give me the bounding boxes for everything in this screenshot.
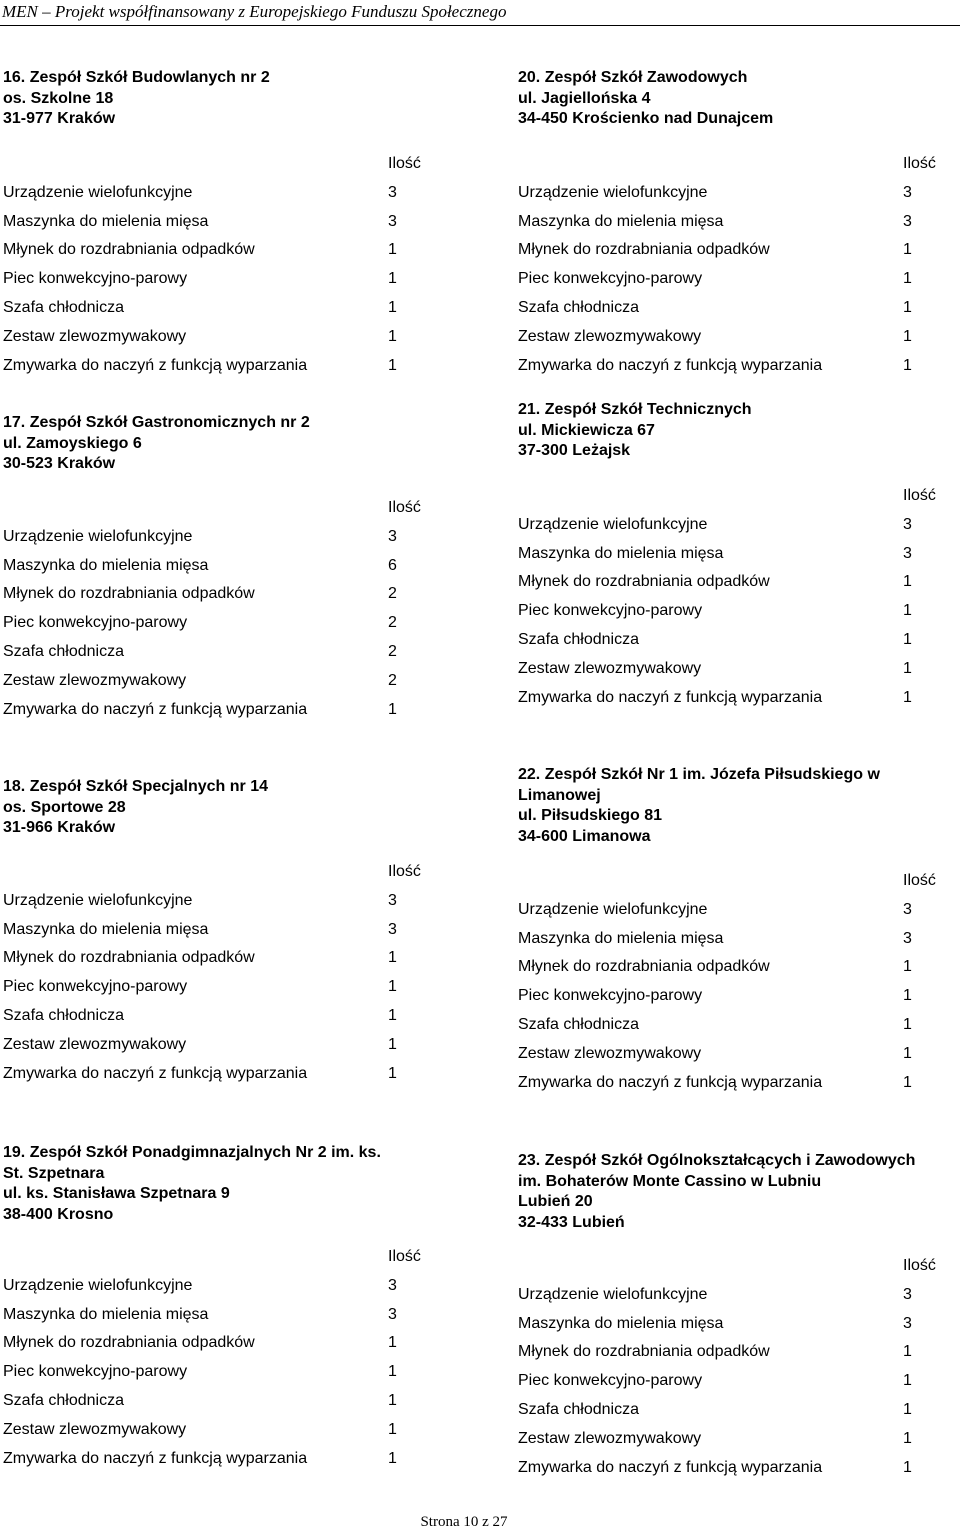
table-header-row — [3, 494, 421, 523]
item-name: Zmywarka do naczyń z funkcją wyparzania — [518, 688, 823, 706]
table-header-row — [3, 1243, 421, 1272]
item-qty: 1 — [903, 659, 912, 677]
item-name: Zestaw zlewozmywakowy — [518, 327, 702, 345]
item-name: Maszynka do mielenia mięsa — [3, 920, 209, 938]
item-qty: 1 — [903, 1458, 912, 1476]
item-name: Szafa chłodnicza — [3, 1006, 124, 1024]
school-name-line: im. Bohaterów Monte Cassino w Lubniu — [518, 1172, 822, 1190]
item-qty: 1 — [388, 1064, 397, 1082]
equipment-table — [518, 482, 936, 712]
table-row — [3, 580, 421, 609]
item-column-header — [3, 858, 388, 887]
item-qty: 1 — [903, 630, 912, 648]
street-address: ul. Piłsudskiego 81 — [518, 807, 663, 824]
table-row — [3, 1387, 421, 1416]
table-row — [3, 323, 421, 352]
street-address: ul. ks. Stanisława Szpetnara 9 — [3, 1185, 230, 1202]
table-row — [518, 896, 936, 925]
table-row — [3, 552, 421, 581]
item-name: Młynek do rozdrabniania odpadków — [518, 241, 770, 259]
school-name — [3, 1143, 448, 1184]
item-column-header — [3, 1243, 388, 1272]
table-row — [3, 696, 421, 725]
item-name: Zestaw zlewozmywakowy — [3, 671, 187, 689]
table-row — [3, 1445, 421, 1474]
table-row — [518, 179, 936, 208]
item-name: Młynek do rozdrabniania odpadków — [518, 1343, 770, 1361]
table-row — [518, 655, 936, 684]
item-qty: 3 — [903, 515, 912, 533]
table-row — [518, 568, 936, 597]
table-row — [518, 1281, 936, 1310]
item-name: Maszynka do mielenia mięsa — [518, 212, 724, 230]
school-name — [3, 68, 448, 89]
item-name: Zmywarka do naczyń z funkcją wyparzania — [518, 356, 823, 374]
table-row — [518, 626, 936, 655]
item-qty: 3 — [388, 183, 397, 201]
item-qty: 1 — [388, 700, 397, 718]
table-row — [518, 208, 936, 237]
item-name: Maszynka do mielenia mięsa — [518, 1314, 724, 1332]
item-name: Szafa chłodnicza — [3, 298, 124, 316]
item-qty: 3 — [388, 1276, 397, 1294]
page-header: MEN – Projekt współfinansowany z Europejskiego Funduszu Społecznego — [0, 0, 960, 26]
item-name: Młynek do rozdrabniania odpadków — [3, 949, 255, 967]
postal-city: 34-450 Krościenko nad Dunajcem — [518, 110, 774, 127]
table-header-row — [3, 858, 421, 887]
table-row — [3, 208, 421, 237]
qty-column-header: Ilość — [903, 155, 936, 172]
table-header-row — [518, 150, 936, 179]
item-name: Urządzenie wielofunkcyjne — [3, 183, 193, 201]
table-row — [3, 638, 421, 667]
table-row — [518, 236, 936, 265]
table-row — [3, 265, 421, 294]
qty-column-header: Ilość — [903, 1257, 936, 1274]
item-qty: 1 — [903, 241, 912, 259]
street-address: os. Sportowe 28 — [3, 798, 126, 816]
item-name: Maszynka do mielenia mięsa — [3, 1305, 209, 1323]
qty-column-header: Ilość — [388, 155, 421, 172]
item-qty: 3 — [388, 1305, 397, 1323]
table-row — [518, 265, 936, 294]
item-name: Piec konwekcyjno-parowy — [3, 1363, 188, 1381]
item-name: Zmywarka do naczyń z funkcją wyparzania — [3, 1064, 308, 1082]
street-address: Lubień 20 — [518, 1193, 593, 1210]
school-name-line: 22. Zespół Szkół Nr 1 im. Józefa Piłsudskiego w — [518, 766, 880, 783]
street-address: ul. Zamoyskiego 6 — [3, 434, 142, 452]
item-qty: 1 — [903, 688, 912, 706]
item-qty: 1 — [388, 241, 397, 259]
table-row — [518, 982, 936, 1011]
school-block — [3, 777, 448, 839]
item-qty: 1 — [388, 1334, 397, 1352]
qty-column-header: Ilość — [388, 499, 421, 516]
item-name: Urządzenie wielofunkcyjne — [3, 527, 193, 545]
item-qty: 1 — [388, 978, 397, 996]
item-qty: 1 — [903, 270, 912, 288]
table-header-row — [518, 482, 936, 511]
item-qty: 1 — [388, 1391, 397, 1409]
item-name: Młynek do rozdrabniania odpadków — [518, 958, 770, 976]
table-row — [518, 1338, 936, 1367]
school-block — [518, 765, 960, 847]
page-footer — [0, 1514, 960, 1531]
table-row — [518, 597, 936, 626]
table-row — [3, 1002, 421, 1031]
table-row — [3, 609, 421, 638]
table-row — [3, 916, 421, 945]
item-name: Urządzenie wielofunkcyjne — [518, 515, 708, 533]
postal-city: 31-977 Kraków — [3, 110, 116, 127]
school-block — [518, 400, 960, 462]
postal-city: 38-400 Krosno — [3, 1205, 114, 1223]
item-name: Młynek do rozdrabniania odpadków — [518, 573, 770, 591]
item-name: Piec konwekcyjno-parowy — [518, 270, 703, 288]
item-qty: 1 — [388, 1006, 397, 1024]
school-name — [518, 400, 960, 421]
item-qty: 1 — [388, 1420, 397, 1438]
table-row — [3, 1301, 421, 1330]
item-name: Szafa chłodnicza — [518, 1400, 639, 1418]
school-name-line: 21. Zespół Szkół Technicznych — [518, 401, 752, 418]
item-name: Zestaw zlewozmywakowy — [3, 1035, 187, 1053]
item-name: Szafa chłodnicza — [518, 1015, 639, 1033]
item-column-header — [518, 482, 903, 511]
item-name: Zmywarka do naczyń z funkcją wyparzania — [518, 1073, 823, 1091]
item-qty: 1 — [903, 1400, 912, 1418]
table-row — [518, 1069, 936, 1098]
table-header-row — [518, 1252, 936, 1281]
table-row — [3, 667, 421, 696]
school-block — [3, 413, 448, 475]
equipment-table — [518, 150, 936, 380]
table-row — [518, 352, 936, 381]
qty-column-header: Ilość — [903, 487, 936, 504]
street-address: ul. Mickiewicza 67 — [518, 421, 655, 439]
item-qty: 3 — [903, 183, 912, 201]
item-qty: 2 — [388, 585, 397, 603]
item-name: Zestaw zlewozmywakowy — [518, 659, 702, 677]
item-name: Maszynka do mielenia mięsa — [518, 544, 724, 562]
item-name: Zestaw zlewozmywakowy — [518, 1429, 702, 1447]
table-row — [518, 953, 936, 982]
item-name: Piec konwekcyjno-parowy — [3, 270, 188, 288]
table-row — [3, 294, 421, 323]
item-qty: 3 — [388, 527, 397, 545]
item-column-header — [518, 150, 903, 179]
equipment-table — [3, 1243, 421, 1473]
item-name: Urządzenie wielofunkcyjne — [3, 1276, 193, 1294]
item-name: Zestaw zlewozmywakowy — [3, 1420, 187, 1438]
table-row — [3, 179, 421, 208]
table-row — [3, 1031, 421, 1060]
item-column-header — [3, 150, 388, 179]
item-qty: 1 — [903, 1343, 912, 1361]
item-qty: 1 — [903, 602, 912, 620]
item-qty: 1 — [903, 356, 912, 374]
school-block — [518, 68, 960, 130]
table-row — [3, 236, 421, 265]
item-qty: 1 — [903, 958, 912, 976]
item-qty: 3 — [903, 1285, 912, 1303]
table-row — [518, 1040, 936, 1069]
item-name: Urządzenie wielofunkcyjne — [518, 900, 708, 918]
table-row — [518, 323, 936, 352]
item-name: Szafa chłodnicza — [3, 642, 124, 660]
qty-column-header: Ilość — [388, 1248, 421, 1265]
item-column-header — [518, 1252, 903, 1281]
item-qty: 3 — [903, 1314, 912, 1332]
item-name: Piec konwekcyjno-parowy — [3, 978, 188, 996]
item-name: Zestaw zlewozmywakowy — [518, 1044, 702, 1062]
table-row — [3, 1416, 421, 1445]
qty-column-header: Ilość — [388, 863, 421, 880]
postal-city: 30-523 Kraków — [3, 455, 116, 472]
item-name: Młynek do rozdrabniania odpadków — [3, 585, 255, 603]
item-qty: 3 — [903, 544, 912, 562]
school-block — [518, 1151, 960, 1233]
item-name: Młynek do rozdrabniania odpadków — [3, 241, 255, 259]
table-row — [3, 1272, 421, 1301]
table-row — [518, 684, 936, 713]
school-name-line: 16. Zespół Szkół Budowlanych nr 2 — [3, 69, 270, 86]
table-row — [518, 1454, 936, 1483]
table-header-row — [518, 867, 936, 896]
item-qty: 1 — [388, 949, 397, 967]
qty-column-header: Ilość — [903, 872, 936, 889]
item-name: Zestaw zlewozmywakowy — [3, 327, 187, 345]
table-row — [3, 944, 421, 973]
item-name: Maszynka do mielenia mięsa — [3, 556, 209, 574]
equipment-table — [518, 867, 936, 1097]
table-row — [518, 1367, 936, 1396]
item-name: Urządzenie wielofunkcyjne — [3, 891, 193, 909]
item-qty: 3 — [388, 891, 397, 909]
item-name: Maszynka do mielenia mięsa — [3, 212, 209, 230]
item-qty: 1 — [388, 327, 397, 345]
equipment-table — [3, 858, 421, 1088]
item-qty: 2 — [388, 642, 397, 660]
item-qty: 1 — [388, 1035, 397, 1053]
school-name — [3, 777, 448, 798]
item-qty: 2 — [388, 614, 397, 632]
item-qty: 1 — [903, 1044, 912, 1062]
item-column-header — [3, 494, 388, 523]
item-qty: 1 — [388, 270, 397, 288]
item-name: Młynek do rozdrabniania odpadków — [3, 1334, 255, 1352]
table-row — [518, 1011, 936, 1040]
equipment-table — [3, 150, 421, 380]
item-qty: 1 — [903, 573, 912, 591]
table-row — [3, 887, 421, 916]
school-name-line: St. Szpetnara — [3, 1164, 105, 1182]
table-row — [518, 511, 936, 540]
item-qty: 1 — [388, 1449, 397, 1467]
table-row — [3, 523, 421, 552]
item-qty: 1 — [388, 298, 397, 316]
item-qty: 3 — [388, 212, 397, 230]
item-name: Zmywarka do naczyń z funkcją wyparzania — [3, 1449, 308, 1467]
item-name: Zmywarka do naczyń z funkcją wyparzania — [518, 1458, 823, 1476]
item-name: Szafa chłodnicza — [518, 298, 639, 316]
item-name: Piec konwekcyjno-parowy — [518, 1372, 703, 1390]
item-column-header — [518, 867, 903, 896]
item-name: Piec konwekcyjno-parowy — [518, 987, 703, 1005]
school-name-line: 19. Zespół Szkół Ponadgimnazjalnych Nr 2 im. ks. — [3, 1144, 381, 1161]
table-row — [3, 1329, 421, 1358]
table-row — [518, 294, 936, 323]
item-qty: 1 — [388, 1363, 397, 1381]
item-name: Piec konwekcyjno-parowy — [3, 614, 188, 632]
item-name: Szafa chłodnicza — [518, 630, 639, 648]
table-row — [518, 925, 936, 954]
item-name: Urządzenie wielofunkcyjne — [518, 183, 708, 201]
postal-city: 37-300 Leżajsk — [518, 442, 631, 459]
item-name: Piec konwekcyjno-parowy — [518, 602, 703, 620]
equipment-table — [3, 494, 421, 724]
item-qty: 1 — [903, 1429, 912, 1447]
table-row — [3, 352, 421, 381]
item-qty: 1 — [903, 298, 912, 316]
table-row — [3, 973, 421, 1002]
item-name: Maszynka do mielenia mięsa — [518, 929, 724, 947]
school-name-line: Limanowej — [518, 786, 601, 804]
item-qty: 1 — [388, 356, 397, 374]
item-name: Urządzenie wielofunkcyjne — [518, 1285, 708, 1303]
school-name — [518, 68, 960, 89]
item-qty: 1 — [903, 327, 912, 345]
school-name — [518, 1151, 960, 1192]
table-row — [518, 540, 936, 569]
item-qty: 1 — [903, 1073, 912, 1091]
item-qty: 1 — [903, 1372, 912, 1390]
item-qty: 3 — [903, 900, 912, 918]
table-row — [518, 1310, 936, 1339]
item-qty: 3 — [903, 929, 912, 947]
school-name-line: 23. Zespół Szkół Ogólnokształcących i Zawodowych — [518, 1152, 916, 1169]
item-qty: 3 — [388, 920, 397, 938]
item-qty: 2 — [388, 671, 397, 689]
postal-city: 31-966 Kraków — [3, 819, 116, 836]
school-name-line: 20. Zespół Szkół Zawodowych — [518, 69, 748, 86]
postal-city: 32-433 Lubień — [518, 1213, 625, 1231]
table-header-row — [3, 150, 421, 179]
school-block — [3, 68, 448, 130]
item-name: Szafa chłodnicza — [3, 1391, 124, 1409]
table-row — [3, 1060, 421, 1089]
item-qty: 6 — [388, 556, 397, 574]
item-name: Zmywarka do naczyń z funkcją wyparzania — [3, 356, 308, 374]
item-qty: 3 — [903, 212, 912, 230]
school-block — [3, 1143, 448, 1225]
equipment-table — [518, 1252, 936, 1482]
school-name — [518, 765, 960, 806]
street-address: ul. Jagiellońska 4 — [518, 89, 651, 107]
postal-city: 34-600 Limanowa — [518, 827, 651, 845]
table-row — [518, 1425, 936, 1454]
street-address: os. Szkolne 18 — [3, 89, 114, 107]
table-row — [518, 1396, 936, 1425]
school-name — [3, 413, 448, 434]
school-name-line: 17. Zespół Szkół Gastronomicznych nr 2 — [3, 414, 310, 431]
item-qty: 1 — [903, 987, 912, 1005]
school-name-line: 18. Zespół Szkół Specjalnych nr 14 — [3, 778, 268, 795]
page-number: Strona 10 z 27 — [420, 1514, 508, 1530]
table-row — [3, 1358, 421, 1387]
item-name: Zmywarka do naczyń z funkcją wyparzania — [3, 700, 308, 718]
item-qty: 1 — [903, 1015, 912, 1033]
